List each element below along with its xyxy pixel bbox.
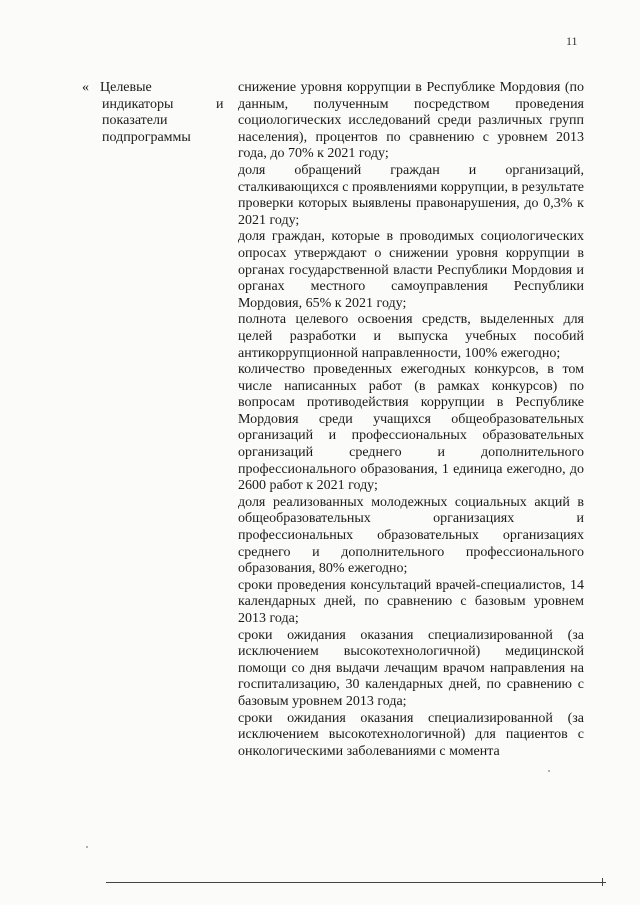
and-word: и: [216, 97, 224, 112]
indicator-paragraph: снижение уровня коррупции в Республике Мордовия (по данным, полученным посредством проведения социологических исследований среди различных групп населения), процентов по сравнению с уровнем 2013 года, до 70% к 2021 году;: [238, 80, 584, 162]
label-line-2: индикаторы: [102, 96, 174, 112]
bottom-border-line: [106, 882, 606, 883]
scan-speck: [548, 770, 550, 772]
indicator-list: [238, 80, 584, 760]
open-quote: «: [82, 80, 89, 95]
indicator-paragraph: доля граждан, которые в проводимых социологических опросах утверждают о снижении уровня коррупции в органах государственной власти Республики Мордовия и органах местного самоуправления Республики Мордовия, 65% к 2021 году;: [238, 229, 584, 311]
bottom-border-tick: [602, 878, 603, 886]
indicator-paragraph: доля обращений граждан и организаций, сталкивающихся с проявлениями коррупции, в результате проверки которых выявлены правонарушения, до 0,3% к 2021 году;: [238, 162, 584, 228]
label-line-1: Целевые: [100, 80, 152, 95]
label-line-4: подпрограммы: [102, 129, 191, 145]
indicator-paragraph: сроки ожидания оказания специализированной (за исключением высокотехнологичной) для пациентов с онкологическими заболеваниями с момента: [238, 710, 584, 759]
page-number: 11: [566, 34, 578, 48]
indicator-paragraph: сроки проведения консультаций врачей-специалистов, 14 календарных дней, по сравнению с базовым уровнем 2013 года;: [238, 577, 584, 626]
indicator-paragraph: полнота целевого освоения средств, выделенных для целей разработки и выпуска учебных пособий антикоррупционной направленности, 100% ежегодно;: [238, 312, 584, 361]
indicator-paragraph: количество проведенных ежегодных конкурсов, в том числе написанных работ (в рамках конкурсов) по вопросам противодействия коррупции в Республике Мордовия среди учащихся общеобразовательных организаций и профессиональных образовательных организаций среднего и дополнительного профессионального образования, 1 единица ежегодно, до 2600 работ к 2021 году;: [238, 362, 584, 494]
indicator-label: [100, 80, 222, 146]
indicator-paragraph: доля реализованных молодежных социальных акций в общеобразовательных организациях и профессиональных образовательных организациях среднего и дополнительного профессионального образования, 80% ежегодно;: [238, 494, 584, 577]
scan-speck: [86, 846, 88, 848]
indicator-paragraph: сроки ожидания оказания специализированной (за исключением высокотехнологичной) медицинской помощи со дня выдачи лечащим врачом направления на госпитализацию, 30 календарных дней, по сравнению с базовым уровнем 2013 года;: [238, 627, 584, 709]
label-line-3: показатели: [102, 113, 168, 129]
